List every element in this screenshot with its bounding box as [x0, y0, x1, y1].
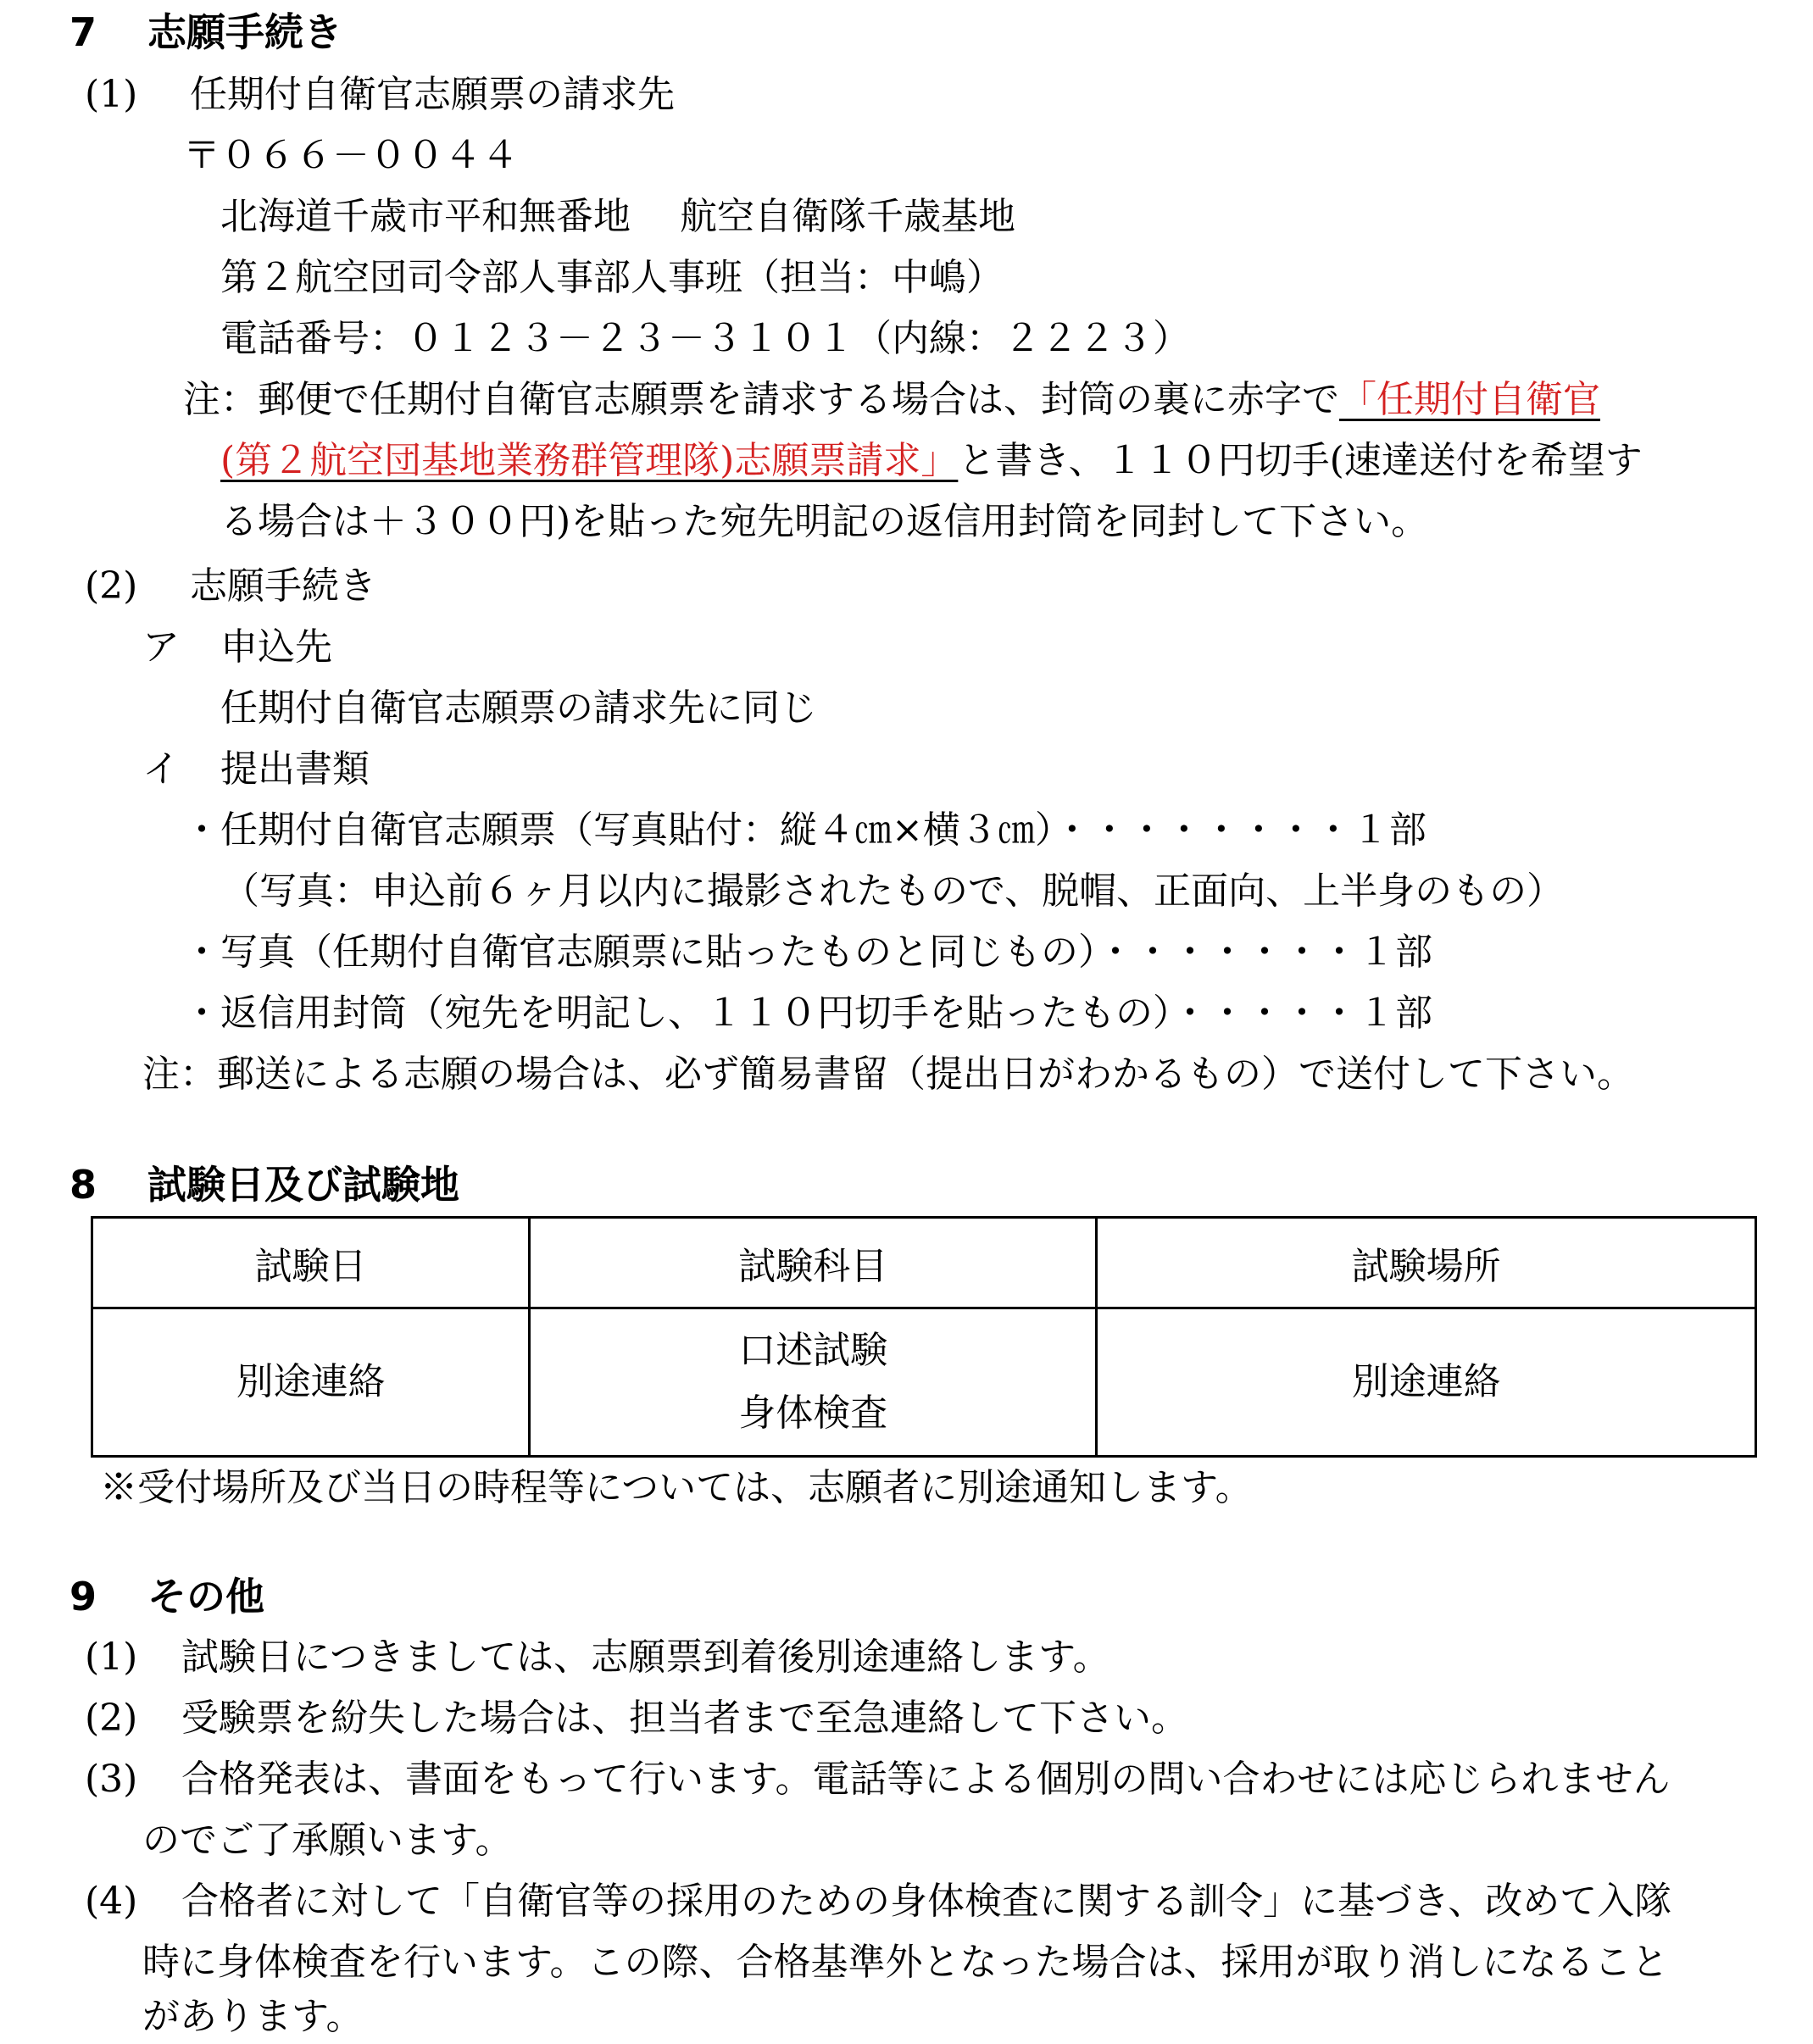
exam-schedule-table: [91, 1216, 1757, 1458]
phone-line: 電話番号：０１２３－２３－３１０１（内線：２２２３）: [220, 317, 1190, 360]
section-title: 試験日及び試験地: [147, 1162, 459, 1208]
office-line: 第２航空団司令部人事部人事班（担当：中嶋）: [220, 256, 1004, 299]
subsection-2-title: 志願手続き: [190, 564, 376, 608]
header-exam-date: 試験日: [92, 1218, 530, 1308]
section-number: 9: [70, 1574, 97, 1619]
header-exam-place: 試験場所: [1097, 1218, 1756, 1308]
section-number: 7: [70, 9, 97, 55]
section-title: その他: [147, 1574, 264, 1619]
cell-exam-place: 別途連絡: [1097, 1308, 1756, 1457]
mailing-note: 注：郵送による志願の場合は、必ず簡易書留（提出日がわかるもの）で送付して下さい。: [142, 1053, 1634, 1096]
note-text: 注：郵便で任期付自衛官志願票を請求する場合は、封筒の裏に赤字で: [183, 378, 1339, 421]
cell-exam-date: 別途連絡: [92, 1308, 530, 1457]
header-exam-subject: 試験科目: [530, 1218, 1097, 1308]
request-note-line-1: [183, 376, 1600, 424]
item-a-label: ア: [142, 625, 180, 669]
subsection-1-num: (1): [85, 73, 138, 116]
item-a-text: 任期付自衛官志願票の請求先に同じ: [220, 686, 817, 730]
other-item-4-text-cont: 時に身体検査を行います。この際、合格基準外となった場合は、採用が取り消しになること: [142, 1941, 1669, 1984]
red-instruction-2: (第２航空団基地業務群管理隊)志願票請求」: [220, 439, 959, 482]
section-9-heading: [70, 1573, 264, 1620]
document-item-3: ・返信用封筒（宛先を明記し、１１０円切手を貼ったもの）・・・・・１部: [183, 991, 1432, 1035]
section-number: 8: [70, 1162, 97, 1208]
other-item-2-num: (2): [85, 1697, 138, 1740]
other-item-3-text: 合格発表は、書面をもって行います。電話等による個別の問い合わせには応じられません: [181, 1758, 1671, 1801]
cell-exam-subject: [530, 1308, 1097, 1457]
table-row: [92, 1308, 1756, 1457]
subsection-2-num: (2): [85, 564, 138, 608]
table-footnote: ※受付場所及び当日の時程等については、志願者に別途通知します。: [100, 1466, 1253, 1509]
item-i-title: 提出書類: [220, 747, 370, 791]
section-8-heading: [70, 1161, 459, 1208]
other-item-4-text-cont-2: があります。: [142, 1995, 364, 2038]
item-i-label: イ: [142, 747, 180, 791]
other-item-3-num: (3): [85, 1758, 138, 1801]
document-item-1: ・任期付自衛官志願票（写真貼付：縦４㎝×横３㎝）・・・・・・・・１部: [183, 808, 1426, 852]
document-item-2: ・写真（任期付自衛官志願票に貼ったものと同じもの）・・・・・・・１部: [183, 930, 1432, 974]
subject-physical-exam: 身体検査: [738, 1391, 888, 1435]
red-instruction-1: 「任期付自衛官: [1339, 378, 1600, 421]
other-item-1-num: (1): [85, 1636, 138, 1679]
address-line: 北海道千歳市平和無番地 航空自衛隊千歳基地: [220, 195, 1015, 238]
note-text: と書き、１１０円切手(速達送付を希望す: [958, 439, 1643, 482]
item-a-title: 申込先: [220, 625, 332, 669]
section-7-heading: [70, 8, 342, 56]
table-header-row: [92, 1218, 1756, 1308]
request-note-line-3: る場合は＋３００円)を貼った宛先明記の返信用封筒を同封して下さい。: [220, 500, 1429, 543]
other-item-1-text: 試験日につきましては、志願票到着後別途連絡します。: [181, 1636, 1110, 1679]
section-title: 志願手続き: [147, 9, 342, 55]
other-item-3-text-cont: のでご了承願います。: [142, 1819, 513, 1862]
subject-oral-exam: 口述試験: [738, 1329, 888, 1372]
request-note-line-2: [220, 437, 1643, 485]
other-item-4-num: (4): [85, 1880, 138, 1923]
subsection-1-title: 任期付自衛官志願票の請求先: [190, 73, 675, 116]
other-item-2-text: 受験票を紛失した場合は、担当者まで至急連絡して下さい。: [181, 1697, 1188, 1740]
other-item-4-text: 合格者に対して「自衛官等の採用のための身体検査に関する訓令」に基づき、改めて入隊: [181, 1880, 1672, 1923]
postal-code: 〒０６６－００４４: [183, 134, 519, 177]
document-item-1-note: （写真：申込前６ヶ月以内に撮影されたもので、脱帽、正面向、上半身のもの）: [222, 869, 1565, 913]
